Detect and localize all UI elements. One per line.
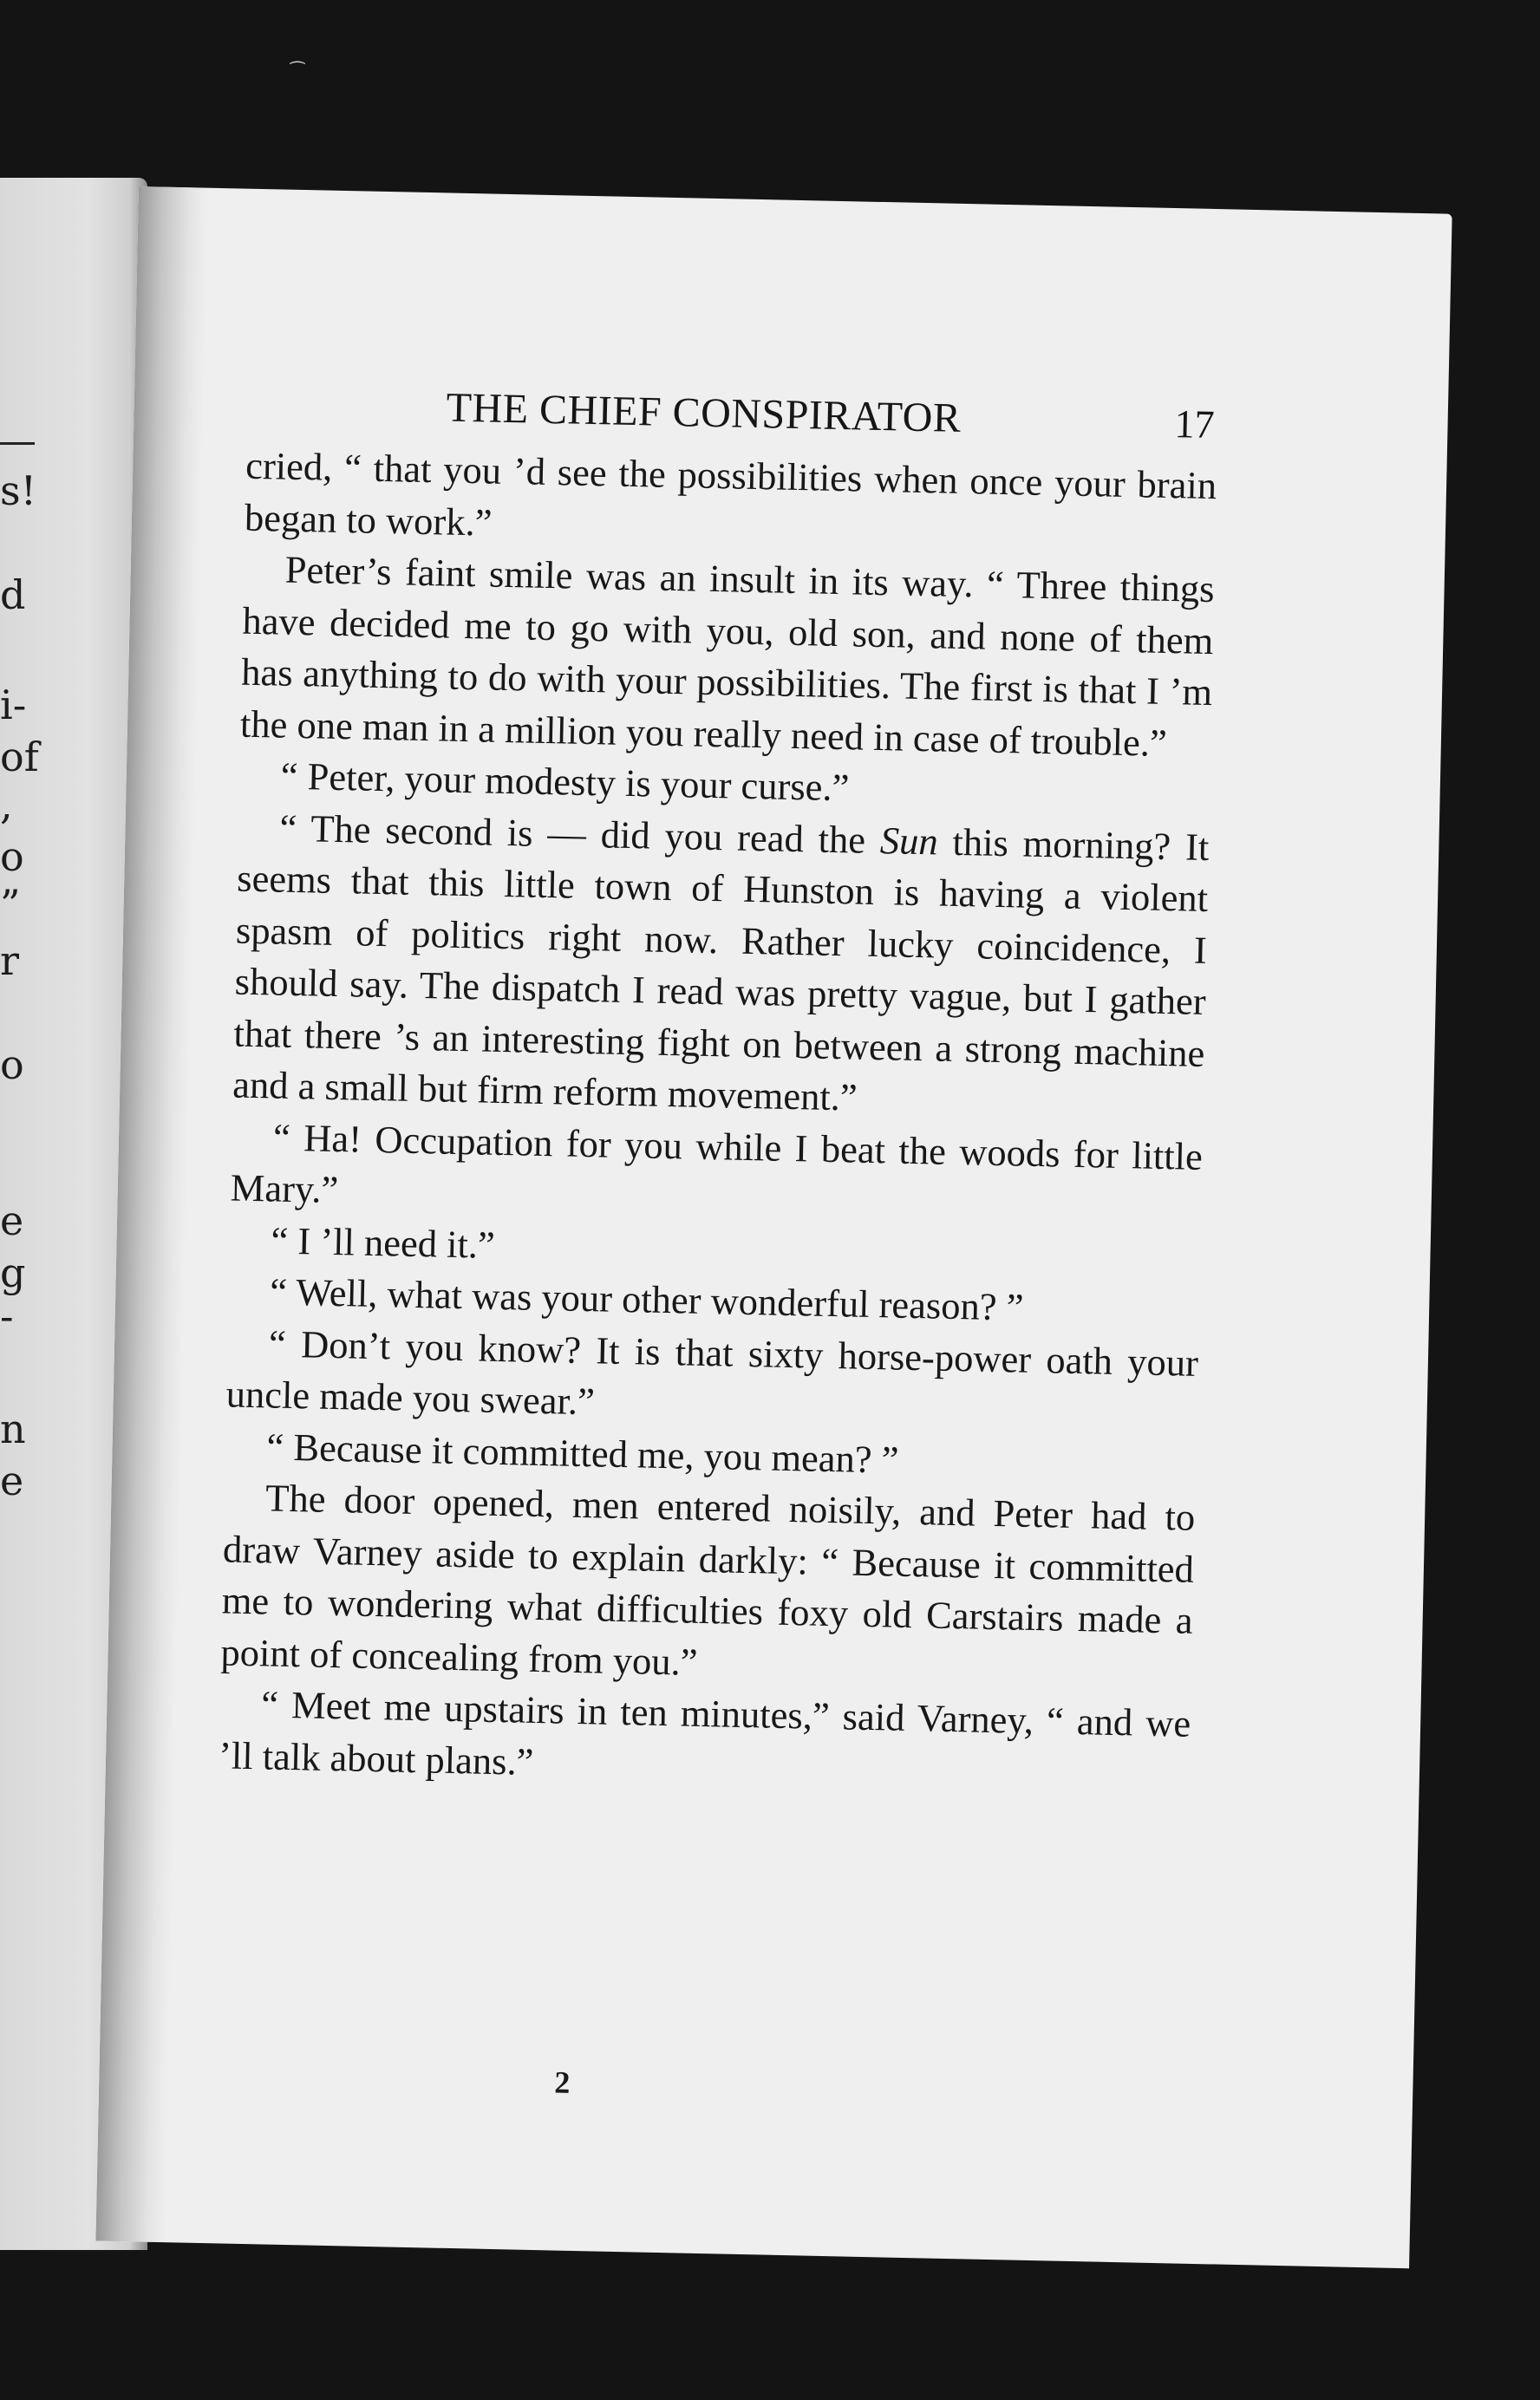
- page-number: 17: [1173, 401, 1216, 447]
- left-fragment: e: [0, 1197, 24, 1244]
- left-fragment: s!: [0, 467, 37, 514]
- paragraph: “ Ha! Occupation for you while I beat the woods for little Mary.”: [230, 1114, 1204, 1212]
- left-fragment: -: [0, 1293, 14, 1340]
- left-fragment: e: [0, 1458, 24, 1504]
- signature-mark: 2: [553, 2064, 571, 2100]
- left-fragment: i-: [0, 682, 27, 728]
- paragraph: “ Don’t you know? It is that sixty horse-power oath your uncle made you swear.”: [225, 1321, 1199, 1424]
- left-page-rule: [0, 442, 35, 445]
- left-fragment: ”: [0, 881, 21, 928]
- book-page: [95, 186, 1452, 2268]
- paragraph: [232, 801, 1210, 1131]
- newspaper-title: Sun: [879, 818, 939, 863]
- paragraph: “ Well, what was your other wonderful reason? ”: [269, 1269, 1024, 1329]
- left-fragment: of: [0, 734, 39, 780]
- left-fragment: r: [0, 937, 19, 984]
- paragraph: “ Meet me upstairs in ten minutes,” said Varney, “ and we ’ll talk about plans.”: [218, 1682, 1191, 1784]
- left-fragment: o: [0, 1041, 24, 1088]
- paragraph-text: this morning? It seems that this little town of Hunston is having a violent spasm of politics right now. Rather lucky coincidence, I should say. The dispatch I read was pretty vague, but I gather that there ’s an interesting fight on between a strong machine and a small but firm reform movement.”: [232, 818, 1210, 1119]
- left-fragment: ,: [0, 781, 13, 828]
- paragraph: cried, “ that you ’d see the possibilities when once your brain began to work.”: [244, 443, 1217, 545]
- paragraph: “ Because it committed me, you mean? ”: [266, 1424, 900, 1482]
- left-fragment: n: [0, 1405, 26, 1452]
- left-fragment: d: [0, 571, 26, 618]
- paragraph: The door opened, men entered noisily, and Peter had to draw Varney aside to explain darkly: “ Because it committed me to wondering what difficulties foxy old Carstairs made a point of concealing from you.”: [220, 1476, 1196, 1684]
- paragraph: “ Peter, your modesty is your curse.”: [280, 753, 850, 810]
- dust-speck: ⁔: [290, 43, 305, 64]
- paragraph: Peter’s faint smile was an insult in its way. “ Three things have decided me to go with you, old son, and none of them has anything to do with your possibilities. The first is that I ’m the one man in a million you really need in case of trouble.”: [239, 547, 1216, 765]
- paragraph-text: “ The second is — did you read the: [279, 805, 881, 862]
- body-text: [219, 440, 1217, 1802]
- running-head: THE CHIEF CONSPIRATOR: [446, 384, 962, 441]
- left-fragment: g: [0, 1249, 26, 1296]
- left-fragment: o: [0, 833, 24, 880]
- paragraph: “ I ’ll need it.”: [271, 1217, 496, 1267]
